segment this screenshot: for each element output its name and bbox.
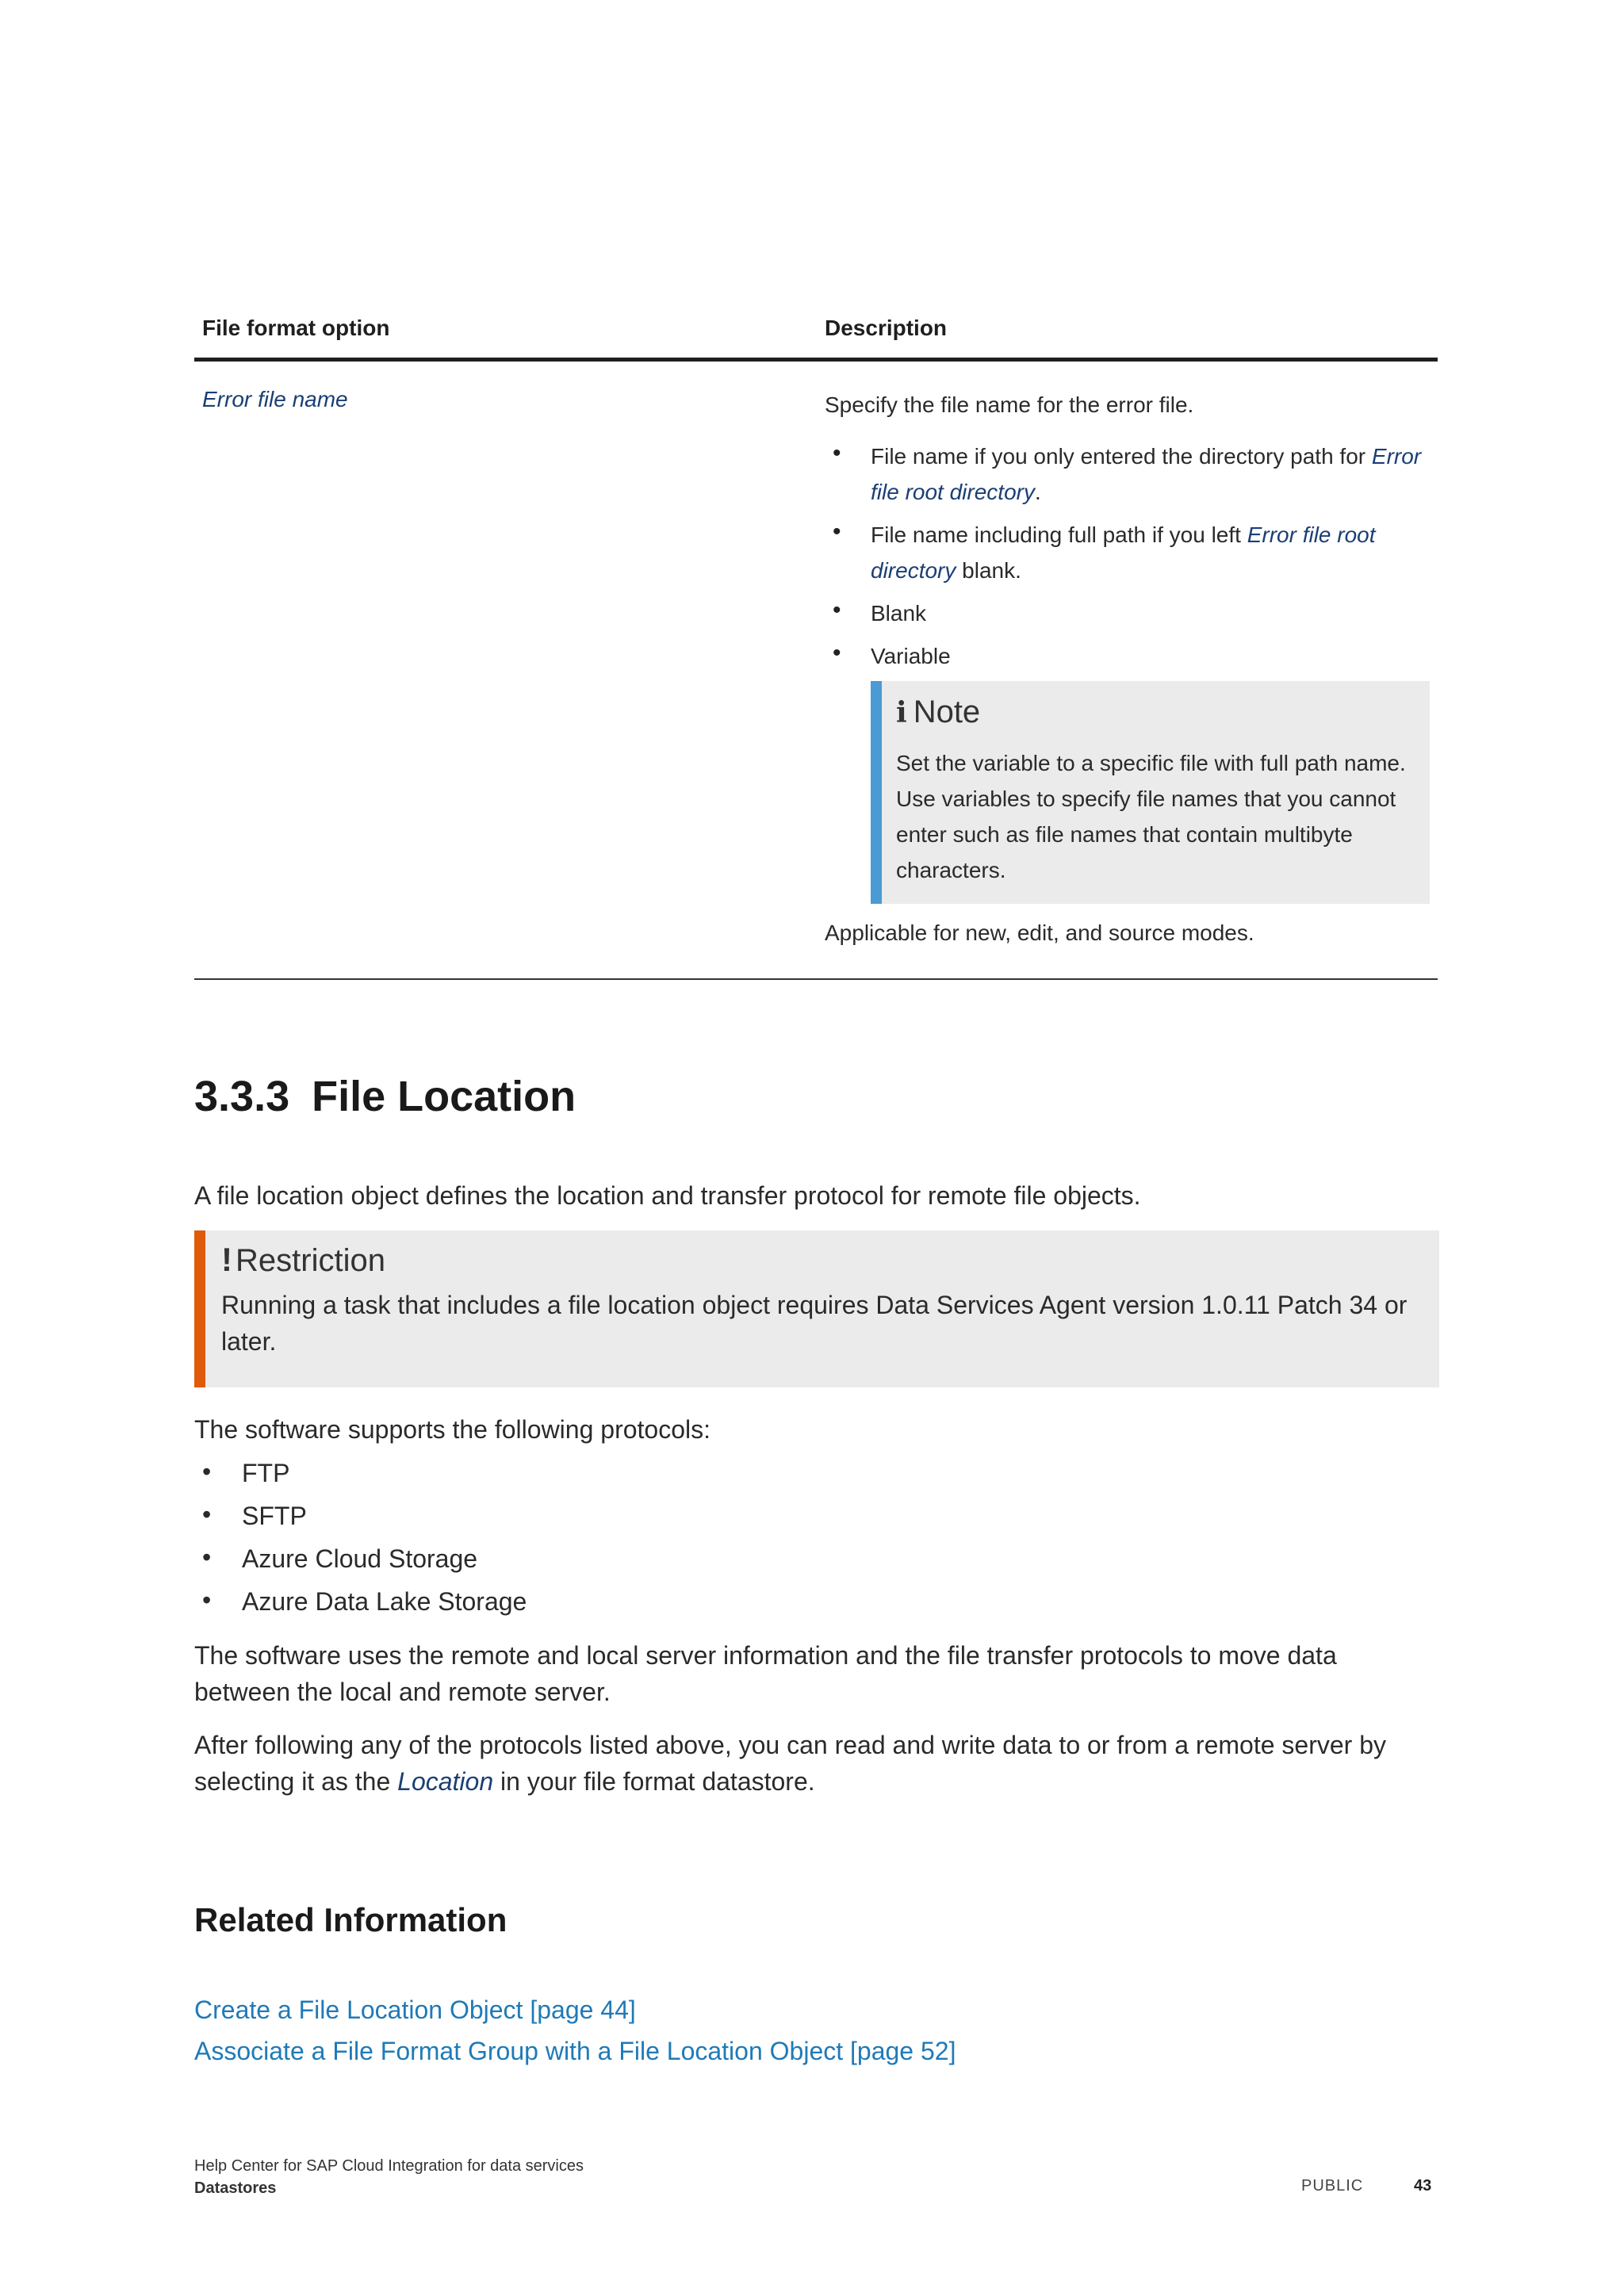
section-number: 3.3.3	[194, 1073, 290, 1120]
column-header-description: Description	[825, 316, 948, 340]
list-item: • SFTP	[194, 1498, 527, 1540]
restriction-callout	[194, 1230, 1439, 1387]
info-icon: i	[896, 696, 907, 729]
protocol-list	[194, 1455, 527, 1626]
protocols-intro: The software supports the following protocols:	[194, 1415, 710, 1444]
link-create-file-location-object[interactable]: Create a File Location Object [page 44]	[194, 1996, 636, 2024]
list-item: • Azure Cloud Storage	[194, 1540, 527, 1583]
file-format-options-table	[194, 309, 1438, 980]
footer-document-info	[194, 2155, 584, 2199]
table-header	[194, 309, 1438, 362]
related-information-heading: Related Information	[194, 1901, 508, 1938]
restriction-text: Running a task that includes a file location object requires Data Services Agent version 1.0.11 Patch 34 or later.	[221, 1291, 1408, 1356]
table-row	[194, 362, 1438, 980]
description-bullet-list	[825, 438, 1435, 674]
option-description	[825, 387, 1435, 951]
note-text: Set the variable to a specific file with full path name. Use variables to specify file names that you cannot enter such as file names that contain multibyte characters.	[896, 751, 1406, 882]
list-item: • Blank	[825, 595, 1435, 631]
error-file-root-directory-ref: Error file root directory	[871, 444, 1422, 504]
restriction-title: Restriction	[236, 1243, 385, 1278]
list-item: • File name if you only entered the directory path for Error file root directory.	[825, 438, 1435, 510]
exclamation-icon: !	[221, 1241, 232, 1278]
section-intro: A file location object defines the location and transfer protocol for remote file objects.	[194, 1181, 1141, 1210]
list-item: • File name including full path if you left Error file root directory blank.	[825, 517, 1435, 588]
list-item: • FTP	[194, 1455, 527, 1498]
error-file-root-directory-ref: Error file root directory	[871, 522, 1376, 583]
note-callout	[871, 681, 1430, 904]
list-item: • Variable	[825, 638, 1435, 674]
paragraph-transfer: The software uses the remote and local server information and the file transfer protocols to move data between the local and remote server.	[194, 1641, 1337, 1706]
section-title: File Location	[312, 1073, 576, 1120]
location-ref: Location	[397, 1767, 494, 1796]
applicable-modes: Applicable for new, edit, and source modes.	[825, 920, 1254, 945]
footer-document-title: Help Center for SAP Cloud Integration for data services	[194, 2157, 584, 2175]
page-number: 43	[1414, 2177, 1432, 2195]
paragraph-location: After following any of the protocols listed above, you can read and write data to or from a remote server by selecting it as the Location in your file format datastore.	[194, 1731, 1386, 1796]
column-header-option: File format option	[202, 316, 390, 340]
footer-classification: PUBLIC	[1301, 2177, 1364, 2195]
footer-chapter: Datastores	[194, 2179, 277, 2197]
note-title: Note	[913, 695, 981, 729]
link-associate-file-format-group[interactable]: Associate a File Format Group with a File Location Object [page 52]	[194, 2037, 956, 2065]
list-item: • Azure Data Lake Storage	[194, 1583, 527, 1626]
description-intro: Specify the file name for the error file.	[825, 392, 1194, 417]
section-heading	[194, 1072, 576, 1121]
option-name: Error file name	[202, 387, 348, 411]
